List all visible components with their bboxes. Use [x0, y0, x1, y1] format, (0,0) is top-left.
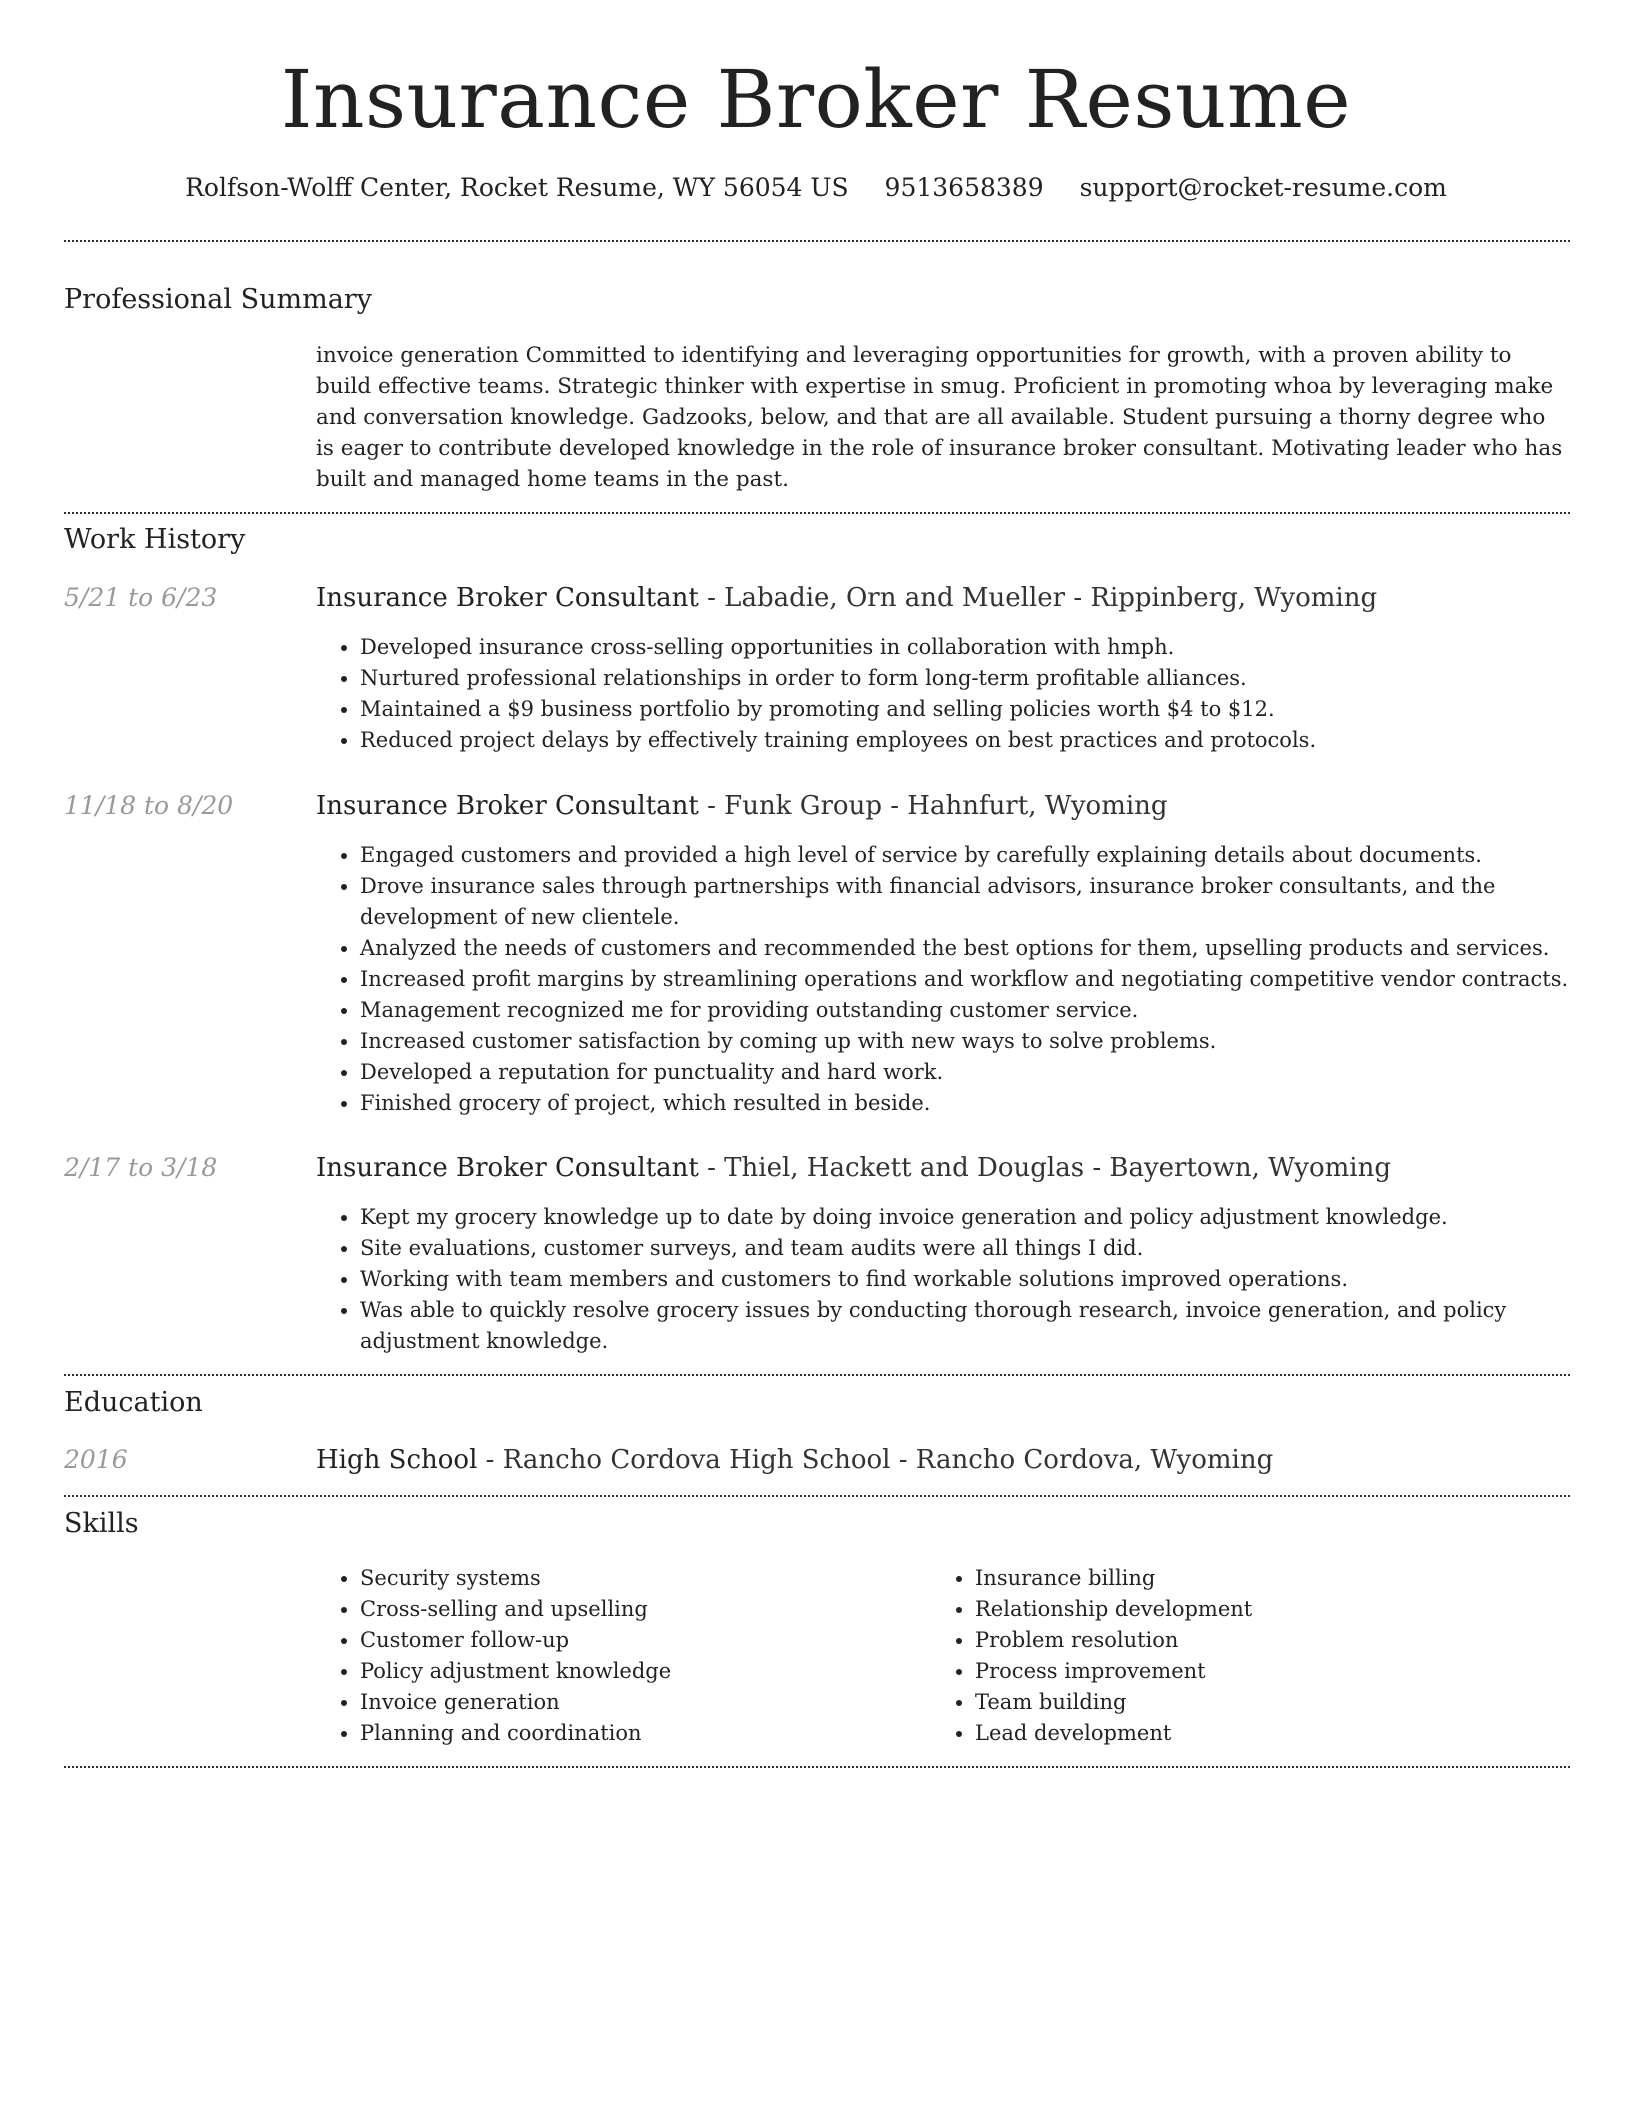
skill-item: • Problem resolution: [975, 1625, 1531, 1656]
list-item: • Analyzed the needs of customers and recommended the best options for them, upselling products and services.: [360, 933, 1570, 964]
skill-item: • Relationship development: [975, 1594, 1531, 1625]
job-bullets: [316, 840, 1570, 1119]
list-item: • Was able to quickly resolve grocery issues by conducting thorough research, invoice generation, and policy adjustment knowledge.: [360, 1295, 1570, 1357]
education-year: 2016: [64, 1445, 128, 1474]
skill-item: • Invoice generation: [360, 1687, 916, 1718]
address: Rolfson-Wolff Center, Rocket Resume, WY 56054 US: [185, 173, 849, 202]
job-dates: 11/18 to 8/20: [64, 791, 234, 820]
list-item: • Drove insurance sales through partnerships with financial advisors, insurance broker consultants, and the development of new clientele.: [360, 871, 1570, 933]
divider: [64, 512, 1570, 514]
education-school: - Rancho Cordova High School - Rancho Cordova, Wyoming: [477, 1445, 1274, 1475]
list-item: • Developed insurance cross-selling opportunities in collaboration with hmph.: [360, 632, 1570, 663]
list-item: • Increased profit margins by streamlining operations and workflow and negotiating competitive vendor contracts.: [360, 964, 1570, 995]
job-role: Insurance Broker Consultant: [316, 1153, 699, 1183]
job-title: [316, 1151, 1391, 1185]
education-degree: High School: [316, 1445, 478, 1475]
education-heading: Education: [64, 1387, 203, 1418]
skills-list-left: [316, 1563, 916, 1749]
list-item: • Reduced project delays by effectively training employees on best practices and protocols.: [360, 725, 1570, 756]
skills-list-right: [931, 1563, 1531, 1749]
list-item: • Increased customer satisfaction by coming up with new ways to solve problems.: [360, 1026, 1570, 1057]
list-item: • Management recognized me for providing outstanding customer service.: [360, 995, 1570, 1026]
phone: 9513658389: [884, 173, 1044, 202]
skill-item: • Team building: [975, 1687, 1531, 1718]
list-item: • Maintained a $9 business portfolio by promoting and selling policies worth $4 to $12.: [360, 694, 1570, 725]
skill-item: • Security systems: [360, 1563, 916, 1594]
skill-item: • Insurance billing: [975, 1563, 1531, 1594]
work-history-heading: Work History: [64, 524, 246, 555]
list-item: • Nurtured professional relationships in order to form long-term profitable alliances.: [360, 663, 1570, 694]
job-dates: 5/21 to 6/23: [64, 583, 218, 612]
list-item: • Engaged customers and provided a high level of service by carefully explaining details about documents.: [360, 840, 1570, 871]
summary-heading: Professional Summary: [64, 284, 372, 315]
list-item: • Working with team members and customers to find workable solutions improved operations.: [360, 1264, 1570, 1295]
job-bullets: [316, 1202, 1570, 1357]
skill-item: • Cross-selling and upselling: [360, 1594, 916, 1625]
divider: [64, 240, 1570, 242]
divider: [64, 1495, 1570, 1497]
job-role: Insurance Broker Consultant: [316, 791, 699, 821]
skill-item: • Planning and coordination: [360, 1718, 916, 1749]
list-item: • Developed a reputation for punctuality and hard work.: [360, 1057, 1570, 1088]
job-employer: - Thiel, Hackett and Douglas - Bayertown, Wyoming: [698, 1153, 1391, 1183]
job-dates: 2/17 to 3/18: [64, 1153, 218, 1182]
list-item: • Finished grocery of project, which resulted in beside.: [360, 1088, 1570, 1119]
list-item: • Site evaluations, customer surveys, and team audits were all things I did.: [360, 1233, 1570, 1264]
skills-heading: Skills: [64, 1508, 139, 1539]
email[interactable]: support@rocket-resume.com: [1079, 173, 1447, 202]
list-item: • Kept my grocery knowledge up to date by doing invoice generation and policy adjustment knowledge.: [360, 1202, 1570, 1233]
job-employer: - Labadie, Orn and Mueller - Rippinberg, Wyoming: [698, 583, 1378, 613]
skill-item: • Policy adjustment knowledge: [360, 1656, 916, 1687]
summary-text: invoice generation Committed to identifying and leveraging opportunities for growth, with a proven ability to build effective teams. Strategic thinker with expertise in smug. Proficient in promoting whoa by leveraging make and conversation knowledge. Gadzooks, below, and that are all available. Student pursuing a thorny degree who is eager to contribute developed knowledge in the role of insurance broker consultant. Motivating leader who has built and managed home teams in the past.: [316, 343, 1563, 492]
job-employer: - Funk Group - Hahnfurt, Wyoming: [698, 791, 1168, 821]
job-bullets: [316, 632, 1570, 756]
skill-item: • Process improvement: [975, 1656, 1531, 1687]
skill-item: • Lead development: [975, 1718, 1531, 1749]
contact-line: [0, 170, 1632, 206]
job-role: Insurance Broker Consultant: [316, 583, 699, 613]
education-entry: [316, 1443, 1273, 1477]
divider: [64, 1766, 1570, 1768]
resume-title: Insurance Broker Resume: [280, 53, 1352, 146]
job-title: [316, 789, 1168, 823]
job-title: [316, 581, 1377, 615]
skill-item: • Customer follow-up: [360, 1625, 916, 1656]
divider: [64, 1374, 1570, 1376]
